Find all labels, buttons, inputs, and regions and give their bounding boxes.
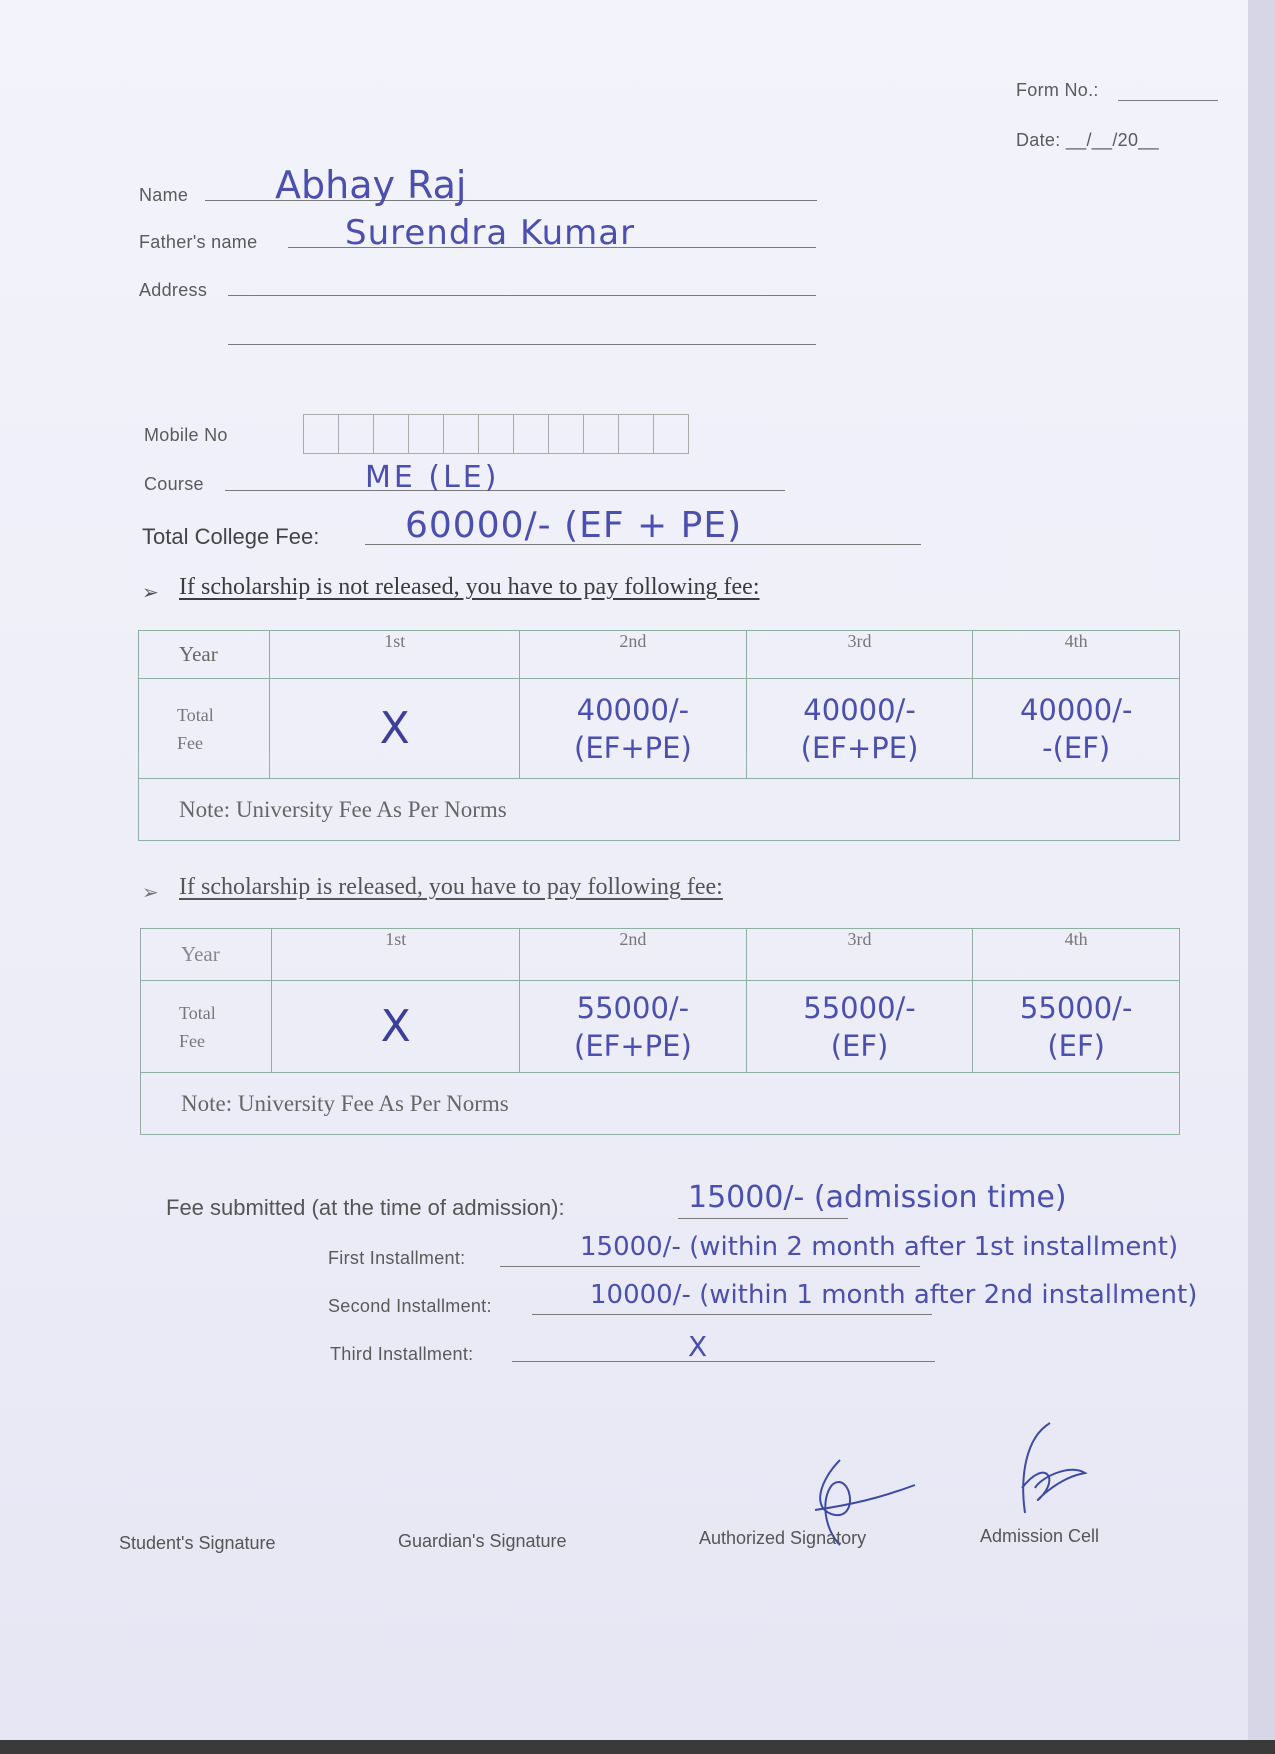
first-installment-value: 15000/- (within 2 month after 1st installment): [580, 1232, 1179, 1262]
course-value: ME (LE): [365, 460, 500, 495]
total-fee-header: [139, 679, 270, 779]
year-2nd: 2nd: [520, 929, 747, 981]
address-line-1: [228, 295, 816, 296]
total-label: Total: [177, 704, 214, 725]
first-installment-line: [500, 1266, 920, 1267]
year-3rd: 3rd: [746, 929, 973, 981]
fee-amount: 55000/-: [803, 990, 916, 1025]
first-installment-label: First Installment:: [328, 1248, 466, 1268]
year-header: Year: [139, 631, 270, 679]
course-label: Course: [144, 474, 204, 494]
fee-3rd: [746, 981, 973, 1073]
year-1st: 1st: [270, 631, 520, 679]
fee-amount: 55000/-: [576, 990, 690, 1025]
fee-type: -(EF): [1042, 730, 1111, 765]
second-installment-value: 10000/- (within 1 month after 2nd installment): [590, 1280, 1198, 1310]
fee-label: Fee: [177, 732, 203, 753]
year-2nd: 2nd: [520, 631, 747, 679]
fee-3rd: [746, 679, 973, 779]
fee-amount: 40000/-: [1019, 692, 1133, 727]
fee-2nd: [520, 679, 747, 779]
address-label: Address: [139, 280, 208, 300]
year-header: Year: [141, 929, 272, 981]
fee-4th: [973, 981, 1180, 1073]
year-3rd: 3rd: [746, 631, 973, 679]
third-installment-line: [512, 1361, 935, 1362]
authorized-signatory-label: Authorized Signatory: [699, 1528, 867, 1548]
table-row: [139, 631, 1180, 679]
fee-label: Fee: [179, 1030, 205, 1051]
admission-cell-signature-mark: [1000, 1418, 1110, 1528]
second-installment-line: [532, 1314, 932, 1315]
total-fee-label: Total College Fee:: [142, 524, 320, 549]
year-4th: 4th: [973, 929, 1180, 981]
note-released: Note: University Fee As Per Norms: [141, 1073, 1180, 1135]
course-line: [225, 490, 785, 491]
heading-released: If scholarship is released, you have to pay following fee:: [179, 874, 723, 900]
guardian-signature-label: Guardian's Signature: [398, 1531, 567, 1551]
scanner-bottom-edge: [0, 1740, 1275, 1754]
note-not-released: Note: University Fee As Per Norms: [139, 779, 1180, 841]
table-row: [139, 779, 1180, 841]
form-no-line: [1118, 100, 1218, 101]
fee-1st: X: [270, 679, 520, 779]
admission-fee-label: Fee submitted (at the time of admission):: [166, 1195, 565, 1220]
admission-fee-value: 15000/- (admission time): [688, 1180, 1067, 1215]
fee-type: (EF): [830, 1028, 889, 1063]
date-label: Date: __/__/20__: [1016, 130, 1159, 150]
father-value: Surendra Kumar: [345, 213, 636, 253]
fee-amount: 55000/-: [1019, 990, 1133, 1025]
admission-fee-line: [678, 1218, 848, 1219]
fee-2nd: [520, 981, 747, 1073]
third-installment-label: Third Installment:: [330, 1344, 474, 1364]
heading-not-released: If scholarship is not released, you have to pay following fee:: [179, 574, 760, 600]
student-signature-label: Student's Signature: [119, 1533, 276, 1553]
total-fee-value: 60000/- (EF + PE): [405, 505, 743, 546]
fee-table-released: [140, 928, 1180, 1135]
second-installment-label: Second Installment:: [328, 1296, 492, 1316]
table-row: [141, 1073, 1180, 1135]
name-value: Abhay Raj: [275, 163, 467, 207]
year-1st: 1st: [272, 929, 520, 981]
fee-amount: 40000/-: [576, 692, 690, 727]
fee-type: (EF+PE): [574, 1028, 692, 1063]
admission-cell-label: Admission Cell: [980, 1526, 1100, 1546]
fee-table-not-released: [138, 630, 1180, 841]
name-label: Name: [139, 185, 189, 205]
table-row: [139, 679, 1180, 779]
third-installment-value: X: [688, 1330, 708, 1363]
table-row: [141, 981, 1180, 1073]
fee-1st: X: [272, 981, 520, 1073]
total-fee-header: [141, 981, 272, 1073]
fee-amount: 40000/-: [803, 692, 916, 727]
fee-type: (EF+PE): [800, 730, 919, 765]
fee-type: (EF): [1047, 1028, 1105, 1063]
total-label: Total: [179, 1002, 216, 1023]
scanner-edge: [1248, 0, 1275, 1754]
form-no-label: Form No.:: [1016, 80, 1099, 100]
bullet-arrow-icon: ➢: [142, 882, 159, 904]
father-label: Father's name: [139, 232, 258, 252]
address-line-2: [228, 344, 816, 345]
year-4th: 4th: [973, 631, 1180, 679]
mobile-label: Mobile No: [144, 425, 228, 445]
fee-type: (EF+PE): [574, 730, 692, 765]
table-row: [141, 929, 1180, 981]
fee-4th: [973, 679, 1180, 779]
bullet-arrow-icon: ➢: [142, 582, 159, 604]
